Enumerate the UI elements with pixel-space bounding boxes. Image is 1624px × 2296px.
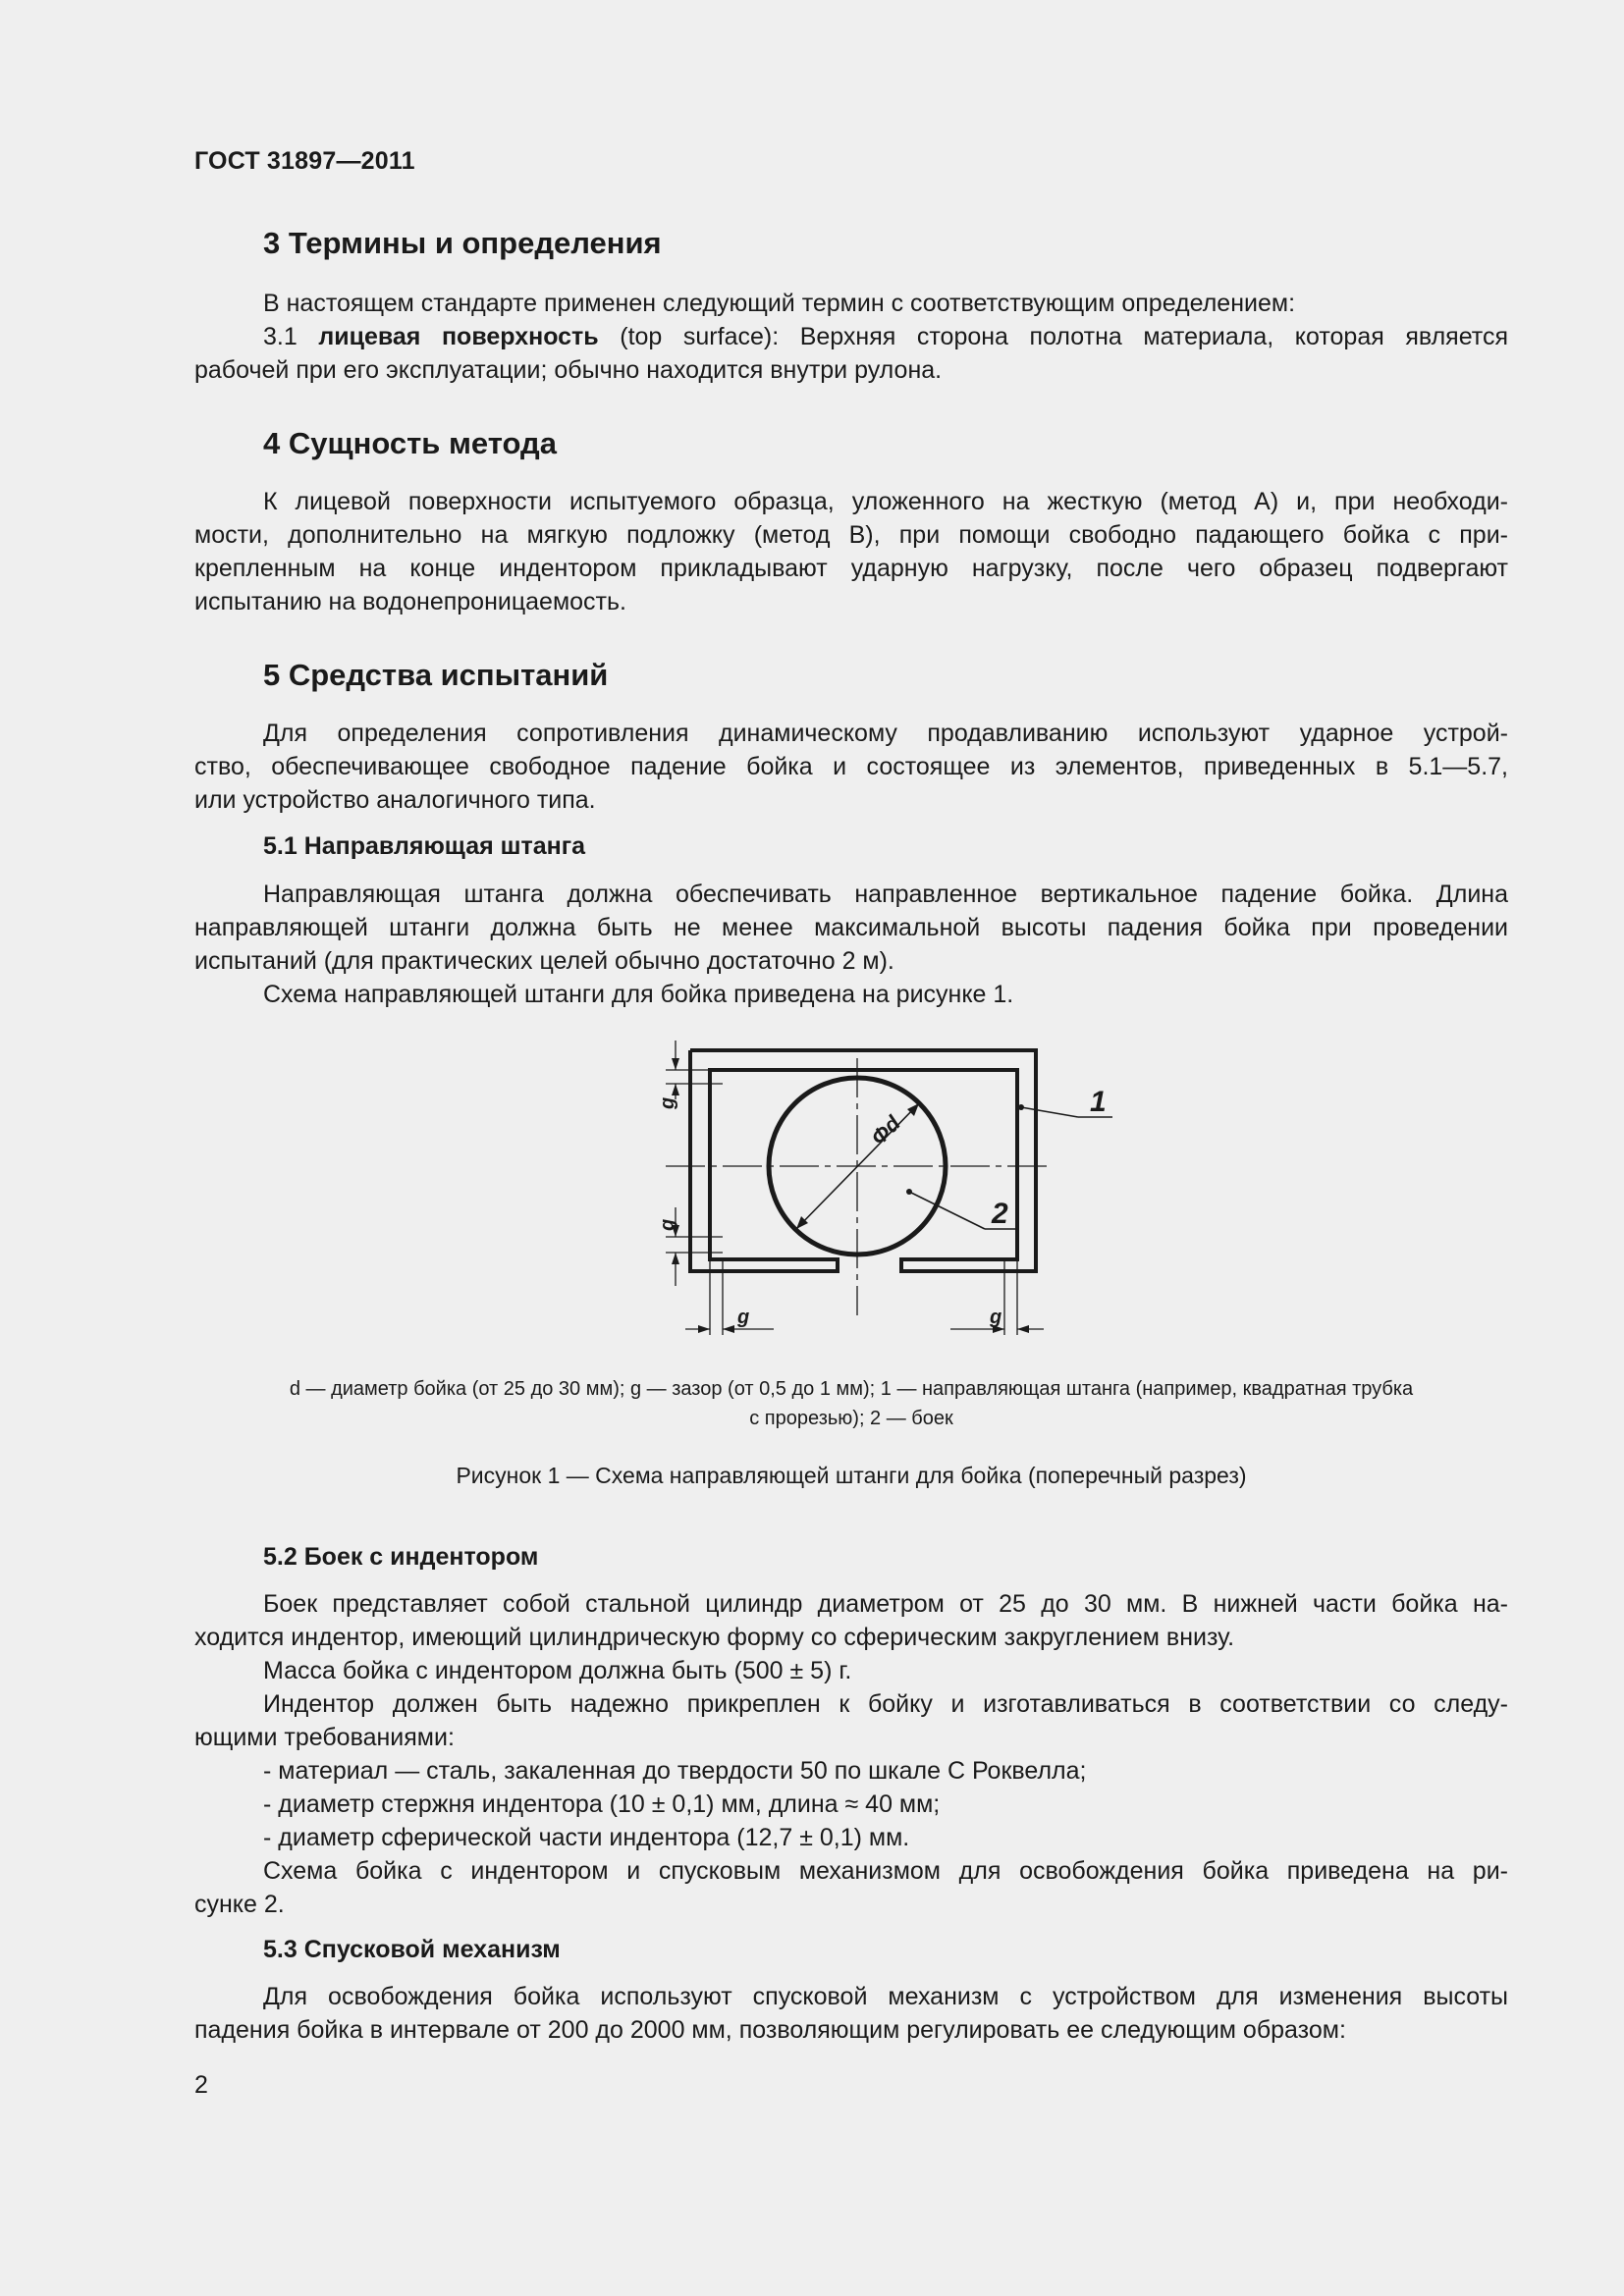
section-3-body	[194, 287, 1508, 387]
section-5-2-body	[194, 1587, 1508, 1921]
paragraph-line: ство, обеспечивающее свободное падение бойка и состоящее из элементов, приведенных в 5.1—5.7,	[194, 753, 1508, 780]
paragraph-line: рабочей при его эксплуатации; обычно находится внутри рулона.	[194, 356, 943, 384]
label-1: 1	[1090, 1086, 1107, 1118]
term-definition-line	[194, 320, 1508, 353]
paragraph-line: или устройство аналогичного типа.	[194, 786, 596, 814]
list-item: - диаметр стержня индентора (10 ± 0,1) мм, длина ≈ 40 мм;	[263, 1790, 941, 1818]
section-5-body	[194, 717, 1508, 817]
arrowhead	[1017, 1325, 1029, 1333]
figure-1-legend	[194, 1374, 1508, 1433]
figure-legend-line: d — диаметр бойка (от 25 до 30 мм); g — зазор (от 0,5 до 1 мм); 1 — направляющая штанга (например, квадратная трубка	[289, 1378, 1414, 1400]
term-name: лицевая поверхность	[318, 323, 599, 350]
figure-legend-line: с прорезью); 2 — боек	[749, 1408, 953, 1429]
paragraph-line: Для определения сопротивления динамическому продавливанию используют ударное устрой-	[263, 720, 1508, 747]
paragraph-line: Индентор должен быть надежно прикреплен к бойку и изготавливаться в соответствии со следу-	[263, 1690, 1508, 1718]
label-g-bottom-right: g	[990, 1307, 1002, 1328]
paragraph-line: Схема бойка с индентором и спусковым механизмом для освобождения бойка приведена на ри-	[263, 1857, 1508, 1885]
page-number: 2	[194, 2071, 208, 2099]
list-item: - диаметр сферической части индентора (12,7 ± 0,1) мм.	[263, 1824, 910, 1851]
paragraph-line: ходится индентор, имеющий цилиндрическую форму со сферическим закруглением внизу.	[194, 1624, 1235, 1651]
paragraph-line: Для освобождения бойка используют спусковой механизм с устройством для изменения высоты	[263, 1983, 1508, 2010]
section-5-2-title: 5.2 Боек с индентором	[263, 1543, 539, 1571]
label-diameter: Φd	[865, 1110, 905, 1150]
paragraph-line: Направляющая штанга должна обеспечивать направленное вертикальное падение бойка. Длина	[263, 881, 1508, 908]
paragraph-line: мости, дополнительно на мягкую подложку (метод В), при помощи свободно падающего бойка с при-	[194, 521, 1508, 549]
section-4-title: 4 Сущность метода	[263, 426, 557, 460]
label-g-bottom-left: g	[737, 1307, 750, 1328]
paragraph-line: испытаний (для практических целей обычно достаточно 2 м).	[194, 947, 894, 975]
figure-1-caption: Рисунок 1 — Схема направляющей штанги для бойка (поперечный разрез)	[456, 1463, 1247, 1488]
paragraph-line: крепленным на конце индентором прикладывают ударную нагрузку, после чего образец подвергают	[194, 555, 1508, 582]
section-5-3-body	[194, 1980, 1508, 2047]
arrowhead	[723, 1325, 734, 1333]
paragraph-line: сунке 2.	[194, 1891, 285, 1918]
section-5-1-title: 5.1 Направляющая штанга	[263, 832, 586, 860]
section-5-title: 5 Средства испытаний	[263, 658, 609, 692]
section-3-title: 3 Термины и определения	[263, 226, 662, 260]
label-g-top: g	[657, 1096, 678, 1109]
section-5-3-title: 5.3 Спусковой механизм	[263, 1936, 561, 1963]
term-number: 3.1	[263, 323, 319, 350]
leader-dot	[1018, 1104, 1024, 1110]
document-header: ГОСТ 31897—2011	[194, 147, 415, 175]
arrowhead	[698, 1325, 710, 1333]
section-5-1-body	[194, 878, 1508, 1011]
leader-dot	[906, 1189, 912, 1195]
paragraph-line: К лицевой поверхности испытуемого образца, уложенного на жесткую (метод А) и, при необходи-	[263, 488, 1508, 515]
paragraph-line: В настоящем стандарте применен следующий термин с соответствующим определением:	[263, 290, 1296, 317]
paragraph-line: ющими требованиями:	[194, 1724, 455, 1751]
paragraph-line: Схема направляющей штанги для бойка приведена на рисунке 1.	[263, 981, 1014, 1008]
label-2: 2	[992, 1198, 1008, 1230]
paragraph-line: падения бойка в интервале от 200 до 2000 мм, позволяющим регулировать ее следующим образом:	[194, 2016, 1346, 2044]
arrowhead	[672, 1058, 679, 1070]
arrowhead	[672, 1084, 679, 1095]
paragraph-line: Масса бойка с индентором должна быть (500 ± 5) г.	[263, 1657, 852, 1684]
arrowhead	[672, 1253, 679, 1264]
section-4-body	[194, 485, 1508, 618]
figure-1-diagram	[657, 1021, 1216, 1355]
paragraph-line: направляющей штанги должна быть не менее максимальной высоты падения бойка при проведении	[194, 914, 1508, 941]
term-rest: (top surface): Верхняя сторона полотна материала, которая является	[598, 323, 1508, 350]
label-g-left: g	[657, 1218, 678, 1231]
paragraph-line: Боек представляет собой стальной цилиндр диаметром от 25 до 30 мм. В нижней части бойка на-	[263, 1590, 1508, 1618]
paragraph-line: испытанию на водонепроницаемость.	[194, 588, 626, 615]
list-item: - материал — сталь, закаленная до твердости 50 по шкале С Роквелла;	[263, 1757, 1087, 1785]
